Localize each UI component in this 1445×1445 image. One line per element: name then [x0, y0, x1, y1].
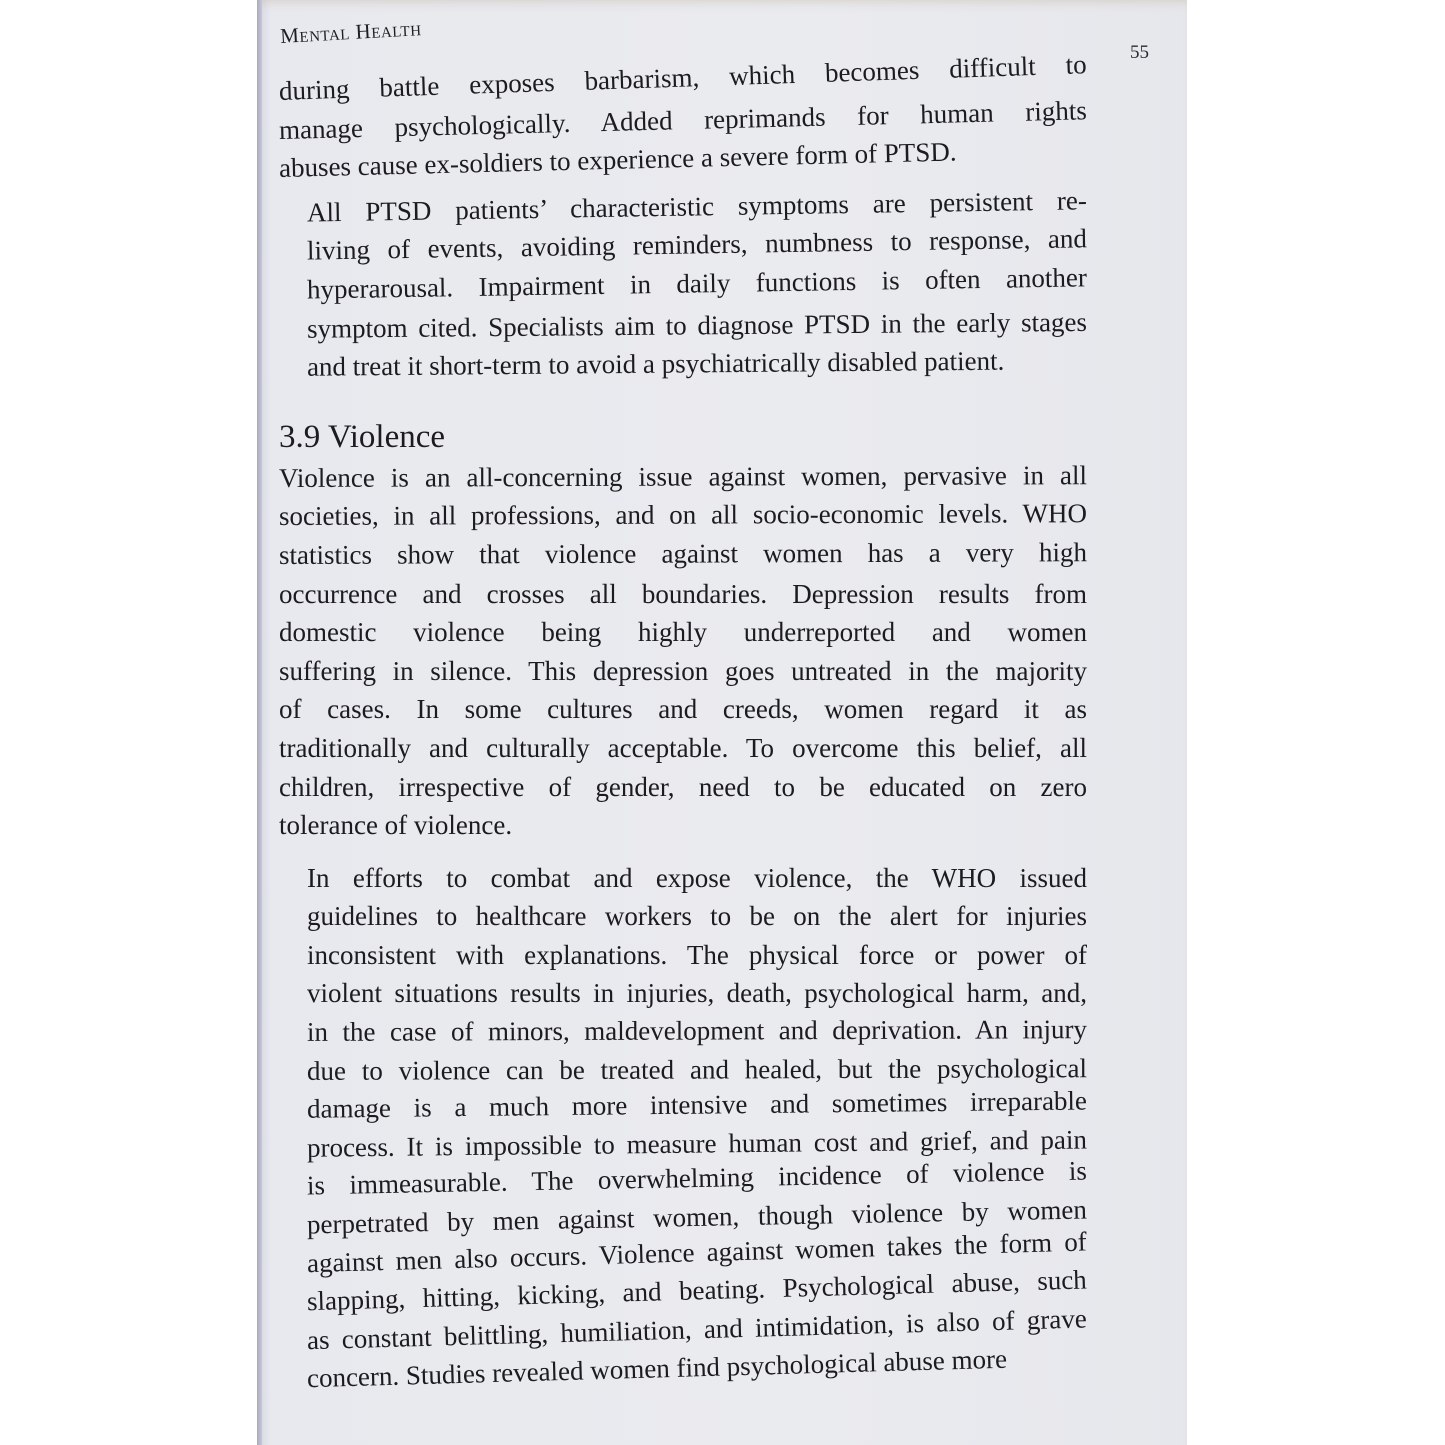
text-line: and treat it short-term to avoid a psychiatrically disabled patient. [306, 345, 1005, 382]
text-line: statistics show that violence against women has a very high [278, 537, 1088, 570]
text-line: tolerance of violence. [279, 810, 513, 841]
text-line: occurrence and crosses all boundaries. Depression results from [279, 578, 1087, 609]
text-line: during battle exposes barbarism, which becomes difficult to [278, 49, 1088, 106]
text-line: suffering in silence. This depression goes untreated in the majority [279, 655, 1087, 686]
book-page [257, 0, 1187, 1445]
text-line: violent situations results in injuries, death, psychological harm, and, [307, 978, 1087, 1009]
text-line: hyperarousal. Impairment in daily functions is often another [306, 262, 1088, 305]
text-line: damage is a much more intensive and sometimes irreparable [306, 1085, 1088, 1124]
page-content [278, 0, 1149, 1445]
text-line: All PTSD patients’ characteristic symptoms are persistent re- [306, 185, 1088, 228]
text-line: inconsistent with explanations. The physical force or power of [307, 939, 1087, 970]
paragraph-violence-intro [279, 459, 1087, 845]
text-line: slapping, hitting, kicking, and beating. Psychological abuse, such [306, 1264, 1088, 1317]
text-line: due to violence can be treated and healed, but the psychological [306, 1052, 1088, 1086]
text-line: guidelines to healthcare workers to be on the alert for injuries [307, 901, 1087, 932]
text-line: concern. Studies revealed women find psychological abuse more [306, 1344, 1008, 1394]
paragraph-ptsd-symptoms [279, 185, 1088, 387]
text-line: symptom cited. Specialists aim to diagnose PTSD in the early stages [306, 306, 1088, 344]
paragraph-ptsd-continuation [278, 49, 1088, 188]
text-line: of cases. In some cultures and creeds, women regard it as [279, 694, 1087, 725]
page-number: 55 [1130, 42, 1149, 63]
text-line: children, irrespective of gender, need to be educated on zero [279, 771, 1087, 802]
text-line: domestic violence being highly underreported and women [279, 617, 1087, 648]
text-line: is immeasurable. The overwhelming incidence of violence is [306, 1155, 1088, 1201]
text-line: societies, in all professions, and on all socio-economic levels. WHO [278, 498, 1088, 532]
text-line: in the case of minors, maldevelopment and deprivation. An injury [306, 1014, 1088, 1047]
text-line: In efforts to combat and expose violence, the WHO issued [307, 862, 1087, 893]
text-line: perpetrated by men against women, though violence by women [306, 1194, 1088, 1240]
section-heading: 3.9 Violence [279, 418, 446, 455]
paragraph-who-guidelines [279, 859, 1087, 1399]
text-line: manage psychologically. Added reprimands for human rights [278, 94, 1088, 145]
text-line: traditionally and culturally acceptable. To overcome this belief, all [279, 732, 1087, 763]
text-line: as constant belittling, humiliation, and intimidation, is also of grave [306, 1303, 1088, 1356]
text-line: Violence is an all-concerning issue against women, pervasive in all [278, 459, 1088, 493]
running-head: Mental Health [279, 16, 423, 49]
text-line: abuses cause ex-soldiers to experience a severe form of PTSD. [278, 136, 957, 184]
text-line: against men also occurs. Violence against women takes the form of [306, 1226, 1088, 1278]
body-text [278, 49, 1088, 1399]
text-line: process. It is impossible to measure human cost and grief, and pain [306, 1124, 1088, 1163]
text-line: living of events, avoiding reminders, numbness to response, and [306, 223, 1088, 266]
